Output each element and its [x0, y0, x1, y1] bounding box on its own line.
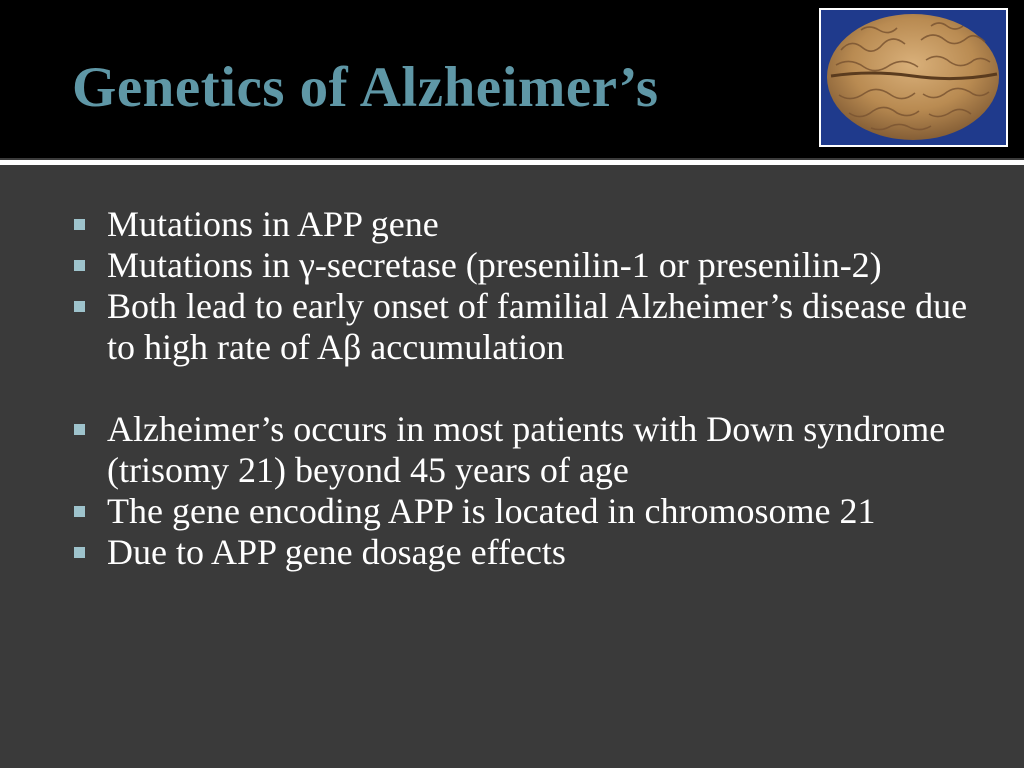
square-bullet-icon: [74, 301, 85, 312]
header-divider: [0, 160, 1024, 165]
bullet-text: Alzheimer’s occurs in most patients with Down syndrome (trisomy 21) beyond 45 years of age: [107, 409, 946, 490]
brain-photo-icon: [819, 8, 1008, 147]
bullet-text: The gene encoding APP is located in chromosome 21: [107, 491, 876, 531]
bullet-text: Both lead to early onset of familial Alzheimer’s disease due to high rate of Aβ accumulation: [107, 286, 968, 367]
square-bullet-icon: [74, 260, 85, 271]
bullet-text: Mutations in γ-secretase (presenilin-1 or presenilin-2): [107, 245, 882, 285]
list-item: [72, 409, 972, 491]
list-item: [72, 204, 972, 245]
square-bullet-icon: [74, 547, 85, 558]
bullet-content: [72, 204, 972, 573]
bullet-list: [72, 204, 972, 573]
square-bullet-icon: [74, 506, 85, 517]
bullet-text: Due to APP gene dosage effects: [107, 532, 566, 572]
list-item: [72, 491, 972, 532]
square-bullet-icon: [74, 219, 85, 230]
list-item: [72, 532, 972, 573]
bullet-text: Mutations in APP gene: [107, 204, 439, 244]
square-bullet-icon: [74, 424, 85, 435]
list-item: [72, 286, 972, 368]
slide-title: Genetics of Alzheimer’s: [72, 56, 659, 119]
list-item: [72, 245, 972, 286]
